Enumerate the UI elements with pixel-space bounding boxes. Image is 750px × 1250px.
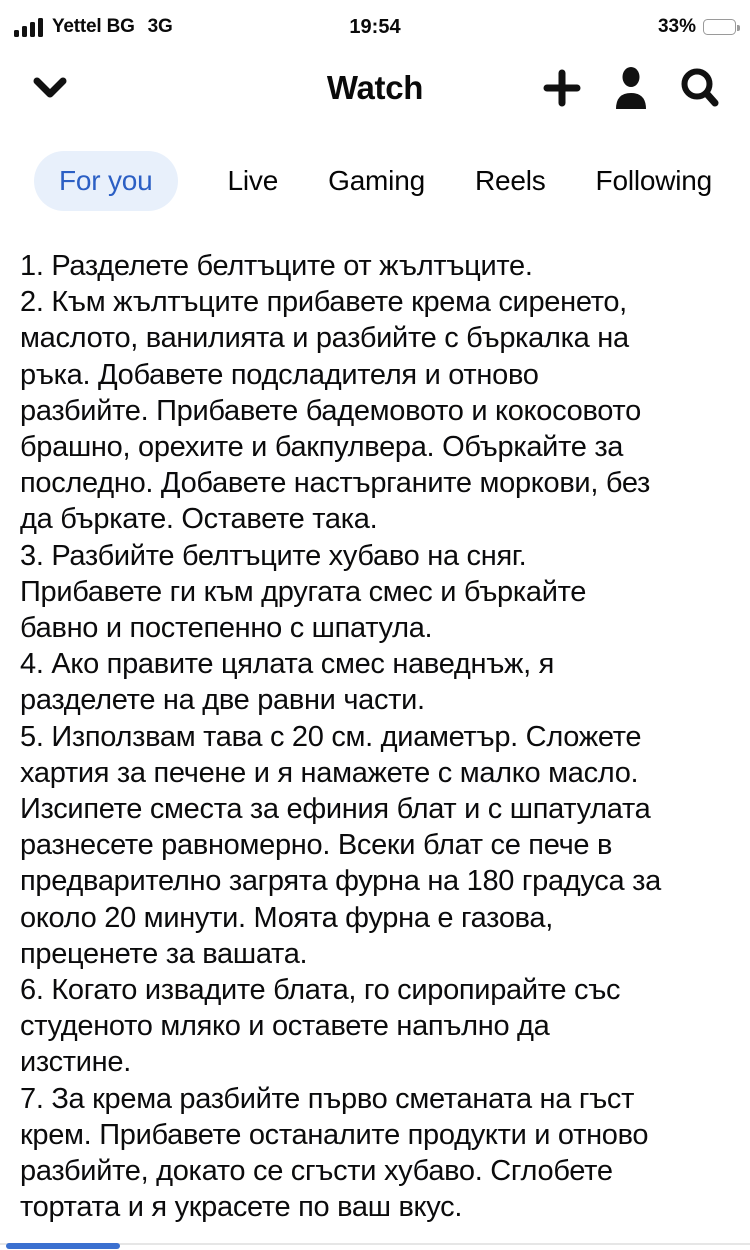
recipe-line: разбийте, докато се сгъсти хубаво. Сглобете xyxy=(20,1155,613,1188)
status-left xyxy=(14,16,173,38)
recipe-text xyxy=(0,216,750,1225)
recipe-line: брашно, орехите и бакпулвера. Объркайте за xyxy=(20,431,624,464)
recipe-line: разбийте. Прибавете бадемовото и кокосовото xyxy=(20,394,641,427)
recipe-line: разделете на две равни части. xyxy=(20,684,425,717)
recipe-line: 3. Разбийте белтъците хубаво на сняг. xyxy=(20,539,527,572)
recipe-line: изстине. xyxy=(20,1046,131,1079)
recipe-line: 6. Когато извадите блата, го сиропирайте със xyxy=(20,974,621,1007)
status-bar xyxy=(0,0,750,46)
carrier-label: Yettel BG xyxy=(52,16,135,37)
recipe-line: бавно и постепенно с шпатула. xyxy=(20,612,433,645)
tab-following[interactable]: Following xyxy=(595,165,713,196)
recipe-line: 5. Използвам тава с 20 см. диаметър. Сложете xyxy=(20,720,642,753)
recipe-line: хартия за печене и я намажете с малко масло. xyxy=(20,756,639,789)
header-actions xyxy=(540,64,722,112)
tab-for-you[interactable]: For you xyxy=(34,151,178,211)
recipe-line: около 20 минути. Моята фурна е газова, xyxy=(20,901,554,934)
tab-gaming[interactable]: Gaming xyxy=(328,165,425,196)
recipe-line: преценете за вашата. xyxy=(20,937,308,970)
recipe-line: 7. За крема разбийте първо сметаната на гъст xyxy=(20,1082,635,1115)
plus-icon[interactable] xyxy=(540,64,584,112)
recipe-line: 4. Ако правите цялата смес наведнъж, я xyxy=(20,648,555,681)
recipe-line: да бъркате. Оставете така. xyxy=(20,503,378,536)
page-title: Watch xyxy=(326,69,424,106)
profile-icon[interactable] xyxy=(609,64,653,112)
recipe-line: ръка. Добавете подсладителя и отново xyxy=(20,358,539,391)
battery-cap xyxy=(737,25,740,31)
tab-live[interactable]: Live xyxy=(227,165,279,196)
network-type-label: 3G xyxy=(147,16,173,37)
recipe-line: последно. Добавете настърганите моркови, без xyxy=(20,467,651,500)
recipe-line: тортата и я украсете по ваш вкус. xyxy=(20,1191,463,1224)
search-icon[interactable] xyxy=(678,64,722,112)
tab-reels[interactable]: Reels xyxy=(474,165,546,196)
battery-icon xyxy=(703,19,736,35)
battery-percent-label: 33% xyxy=(657,16,696,37)
header xyxy=(0,46,750,130)
recipe-line: крем. Прибавете останалите продукти и отново xyxy=(20,1118,649,1151)
recipe-line: Изсипете сместа за ефиния блат и с шпатулата xyxy=(20,793,651,826)
cellular-signal-icon xyxy=(14,17,43,37)
recipe-line: 2. Към жълтъците прибавете крема сиренето, xyxy=(20,286,627,319)
chevron-down-icon[interactable] xyxy=(28,64,72,112)
recipe-line: 1. Разделете белтъците от жълтъците. xyxy=(20,250,533,282)
clock-label: 19:54 xyxy=(349,15,401,38)
recipe-line: маслото, ванилията и разбийте с бъркалка на xyxy=(20,322,629,355)
video-progress-fill[interactable] xyxy=(6,1243,120,1249)
recipe-line: студеното мляко и оставете напълно да xyxy=(20,1010,550,1043)
tab-bar xyxy=(0,130,750,216)
status-right xyxy=(658,16,736,38)
recipe-line: Прибавете ги към другата смес и бъркайте xyxy=(20,575,587,608)
recipe-line: предварително загрята фурна на 180 градуса за xyxy=(20,865,661,898)
recipe-line: разнесете равномерно. Всеки блат се пече в xyxy=(20,829,613,862)
